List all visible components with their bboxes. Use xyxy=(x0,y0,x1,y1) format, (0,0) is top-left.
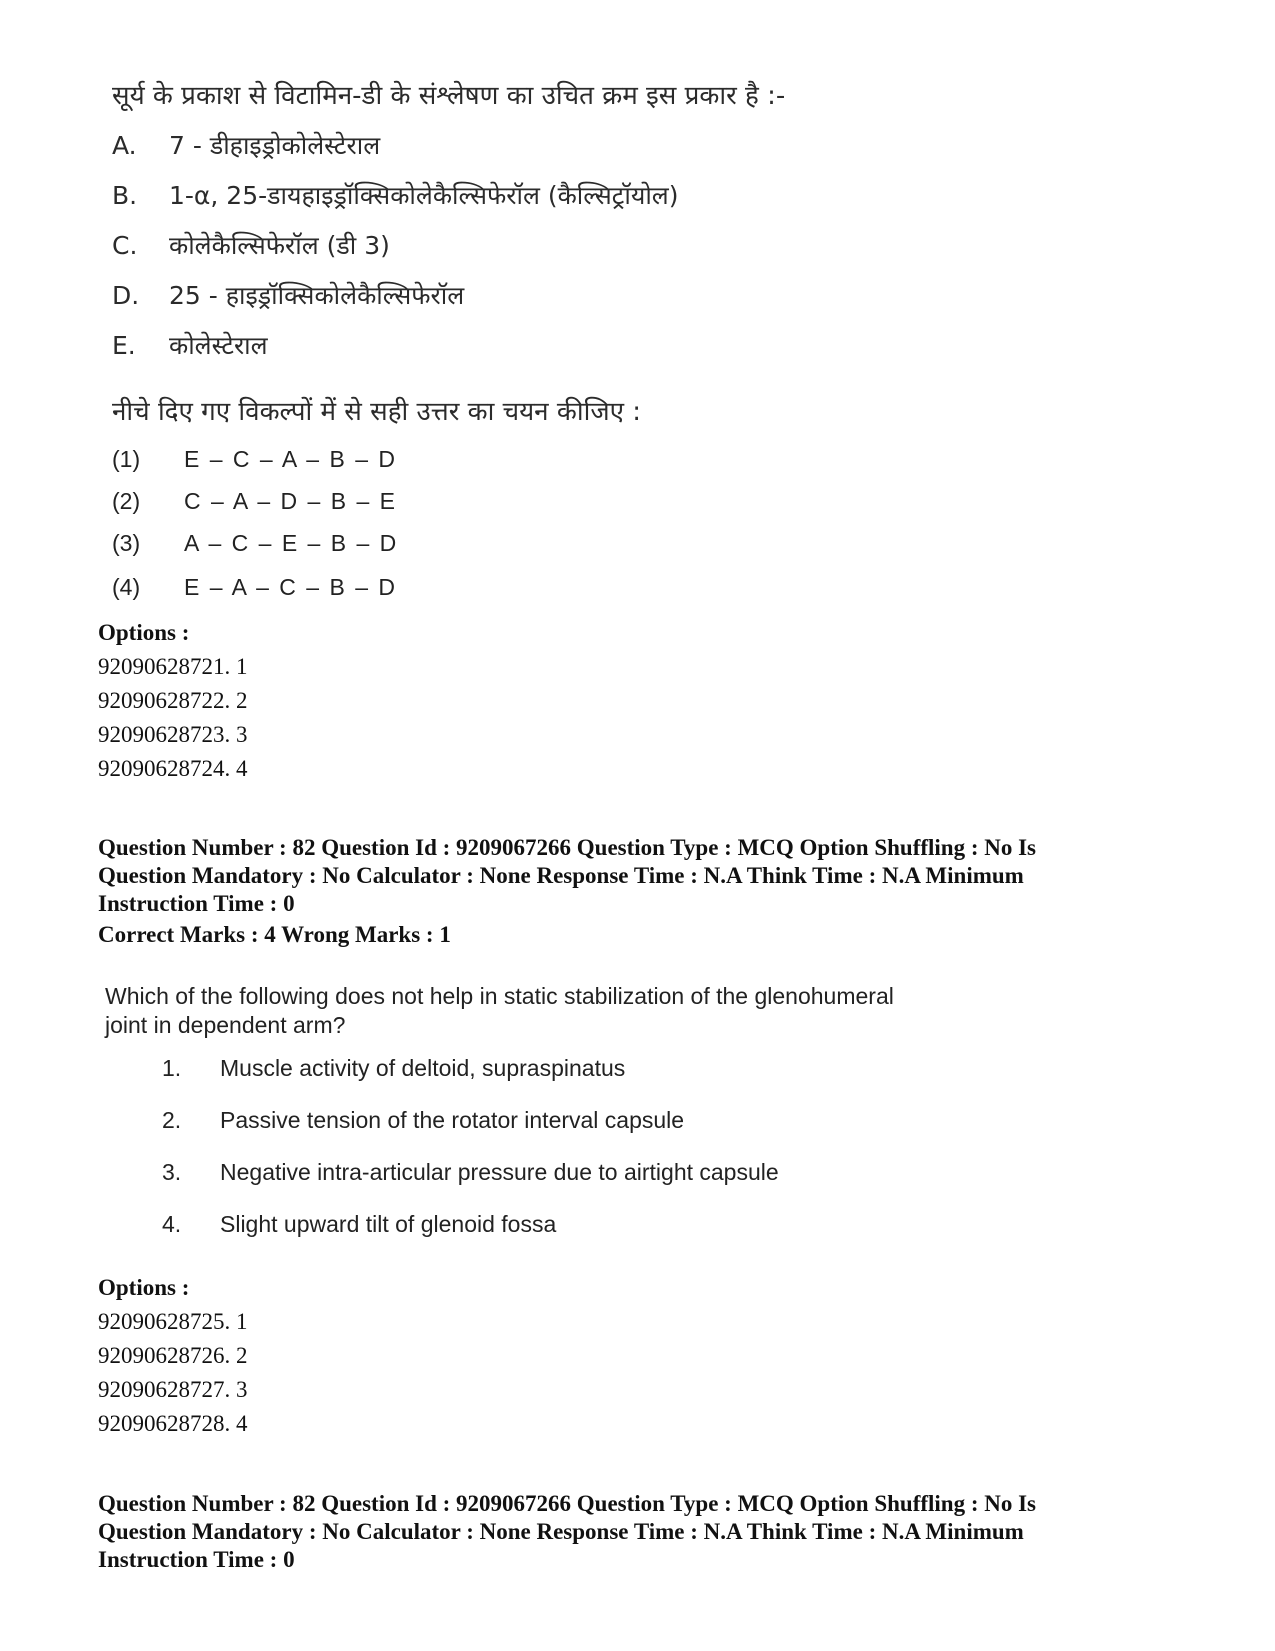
item-text: Passive tension of the rotator interval capsule xyxy=(220,1107,685,1133)
english-item-1 xyxy=(162,1055,625,1082)
choice-number: (4) xyxy=(112,574,141,600)
option-line: 92090628721. 1 xyxy=(98,654,248,679)
choice-number: (2) xyxy=(112,488,141,514)
choice-sequence: C – A – D – B – E xyxy=(184,488,397,514)
item-text: Slight upward tilt of glenoid fossa xyxy=(220,1211,557,1237)
item-letter: C. xyxy=(112,231,138,260)
hindi-item-b xyxy=(112,178,679,212)
item-letter: B. xyxy=(112,181,138,210)
meta-line: Instruction Time : 0 xyxy=(98,891,295,916)
option-line: 92090628724. 4 xyxy=(98,756,248,781)
sequence-choice-1 xyxy=(112,446,397,473)
item-number: 4. xyxy=(162,1211,182,1237)
sequence-choice-2 xyxy=(112,488,397,515)
choice-sequence: E – A – C – B – D xyxy=(184,574,397,600)
question-metadata-repeat xyxy=(98,1490,1208,1574)
choice-sequence: E – C – A – B – D xyxy=(184,446,397,472)
stem-line: joint in dependent arm? xyxy=(105,1012,346,1038)
item-number: 1. xyxy=(162,1055,182,1081)
meta-line: Question Mandatory : No Calculator : None Response Time : N.A Think Time : N.A Minimum xyxy=(98,863,1024,888)
marks-info: Correct Marks : 4 Wrong Marks : 1 xyxy=(98,922,451,947)
options-label: Options : xyxy=(98,1275,190,1300)
hindi-item-c xyxy=(112,228,390,262)
hindi-instruction: नीचे दिए गए विकल्पों में से सही उत्तर का चयन कीजिए : xyxy=(112,397,642,427)
choice-sequence: A – C – E – B – D xyxy=(184,530,399,556)
hindi-item-a xyxy=(112,128,380,162)
option-line: 92090628725. 1 xyxy=(98,1309,248,1334)
item-letter: D. xyxy=(112,281,140,310)
english-question-stem xyxy=(105,982,1005,1040)
hindi-item-e xyxy=(112,328,268,362)
item-number: 3. xyxy=(162,1159,182,1185)
choice-number: (1) xyxy=(112,446,141,472)
meta-line: Question Mandatory : No Calculator : None Response Time : N.A Think Time : N.A Minimum xyxy=(98,1519,1024,1544)
item-text: Muscle activity of deltoid, supraspinatus xyxy=(220,1055,626,1081)
meta-line: Question Number : 82 Question Id : 9209067266 Question Type : MCQ Option Shuffling : No Is xyxy=(98,835,1037,860)
english-item-2 xyxy=(162,1107,684,1134)
sequence-choice-4 xyxy=(112,574,397,601)
meta-line: Question Number : 82 Question Id : 9209067266 Question Type : MCQ Option Shuffling : No Is xyxy=(98,1491,1037,1516)
item-text: कोलेकैल्सिफेरॉल (डी 3) xyxy=(169,231,390,260)
item-number: 2. xyxy=(162,1107,182,1133)
item-text: कोलेस्टेराल xyxy=(169,331,268,360)
meta-line: Instruction Time : 0 xyxy=(98,1547,295,1572)
hindi-question-stem: सूर्य के प्रकाश से विटामिन-डी के संश्लेषण का उचित क्रम इस प्रकार है :- xyxy=(112,81,786,111)
option-line: 92090628728. 4 xyxy=(98,1411,248,1436)
options-label: Options : xyxy=(98,620,190,645)
item-letter: A. xyxy=(112,131,137,160)
choice-number: (3) xyxy=(112,530,141,556)
option-line: 92090628723. 3 xyxy=(98,722,248,747)
stem-line: Which of the following does not help in static stabilization of the glenohumeral xyxy=(105,983,894,1009)
item-text: Negative intra-articular pressure due to airtight capsule xyxy=(220,1159,779,1185)
item-text: 7 - डीहाइड्रोकोलेस्टेराल xyxy=(169,131,381,160)
option-line: 92090628727. 3 xyxy=(98,1377,248,1402)
option-line: 92090628722. 2 xyxy=(98,688,248,713)
question-metadata xyxy=(98,834,1208,918)
option-line: 92090628726. 2 xyxy=(98,1343,248,1368)
hindi-item-d xyxy=(112,278,464,312)
english-item-4 xyxy=(162,1211,556,1238)
english-item-3 xyxy=(162,1159,779,1186)
item-text: 25 - हाइड्रॉक्सिकोलेकैल्सिफेरॉल xyxy=(169,281,465,310)
sequence-choice-3 xyxy=(112,530,398,557)
item-letter: E. xyxy=(112,331,136,360)
item-text: 1-α, 25-डायहाइड्रॉक्सिकोलेकैल्सिफेरॉल (कैल्सिट्रॉयोल) xyxy=(169,181,679,210)
